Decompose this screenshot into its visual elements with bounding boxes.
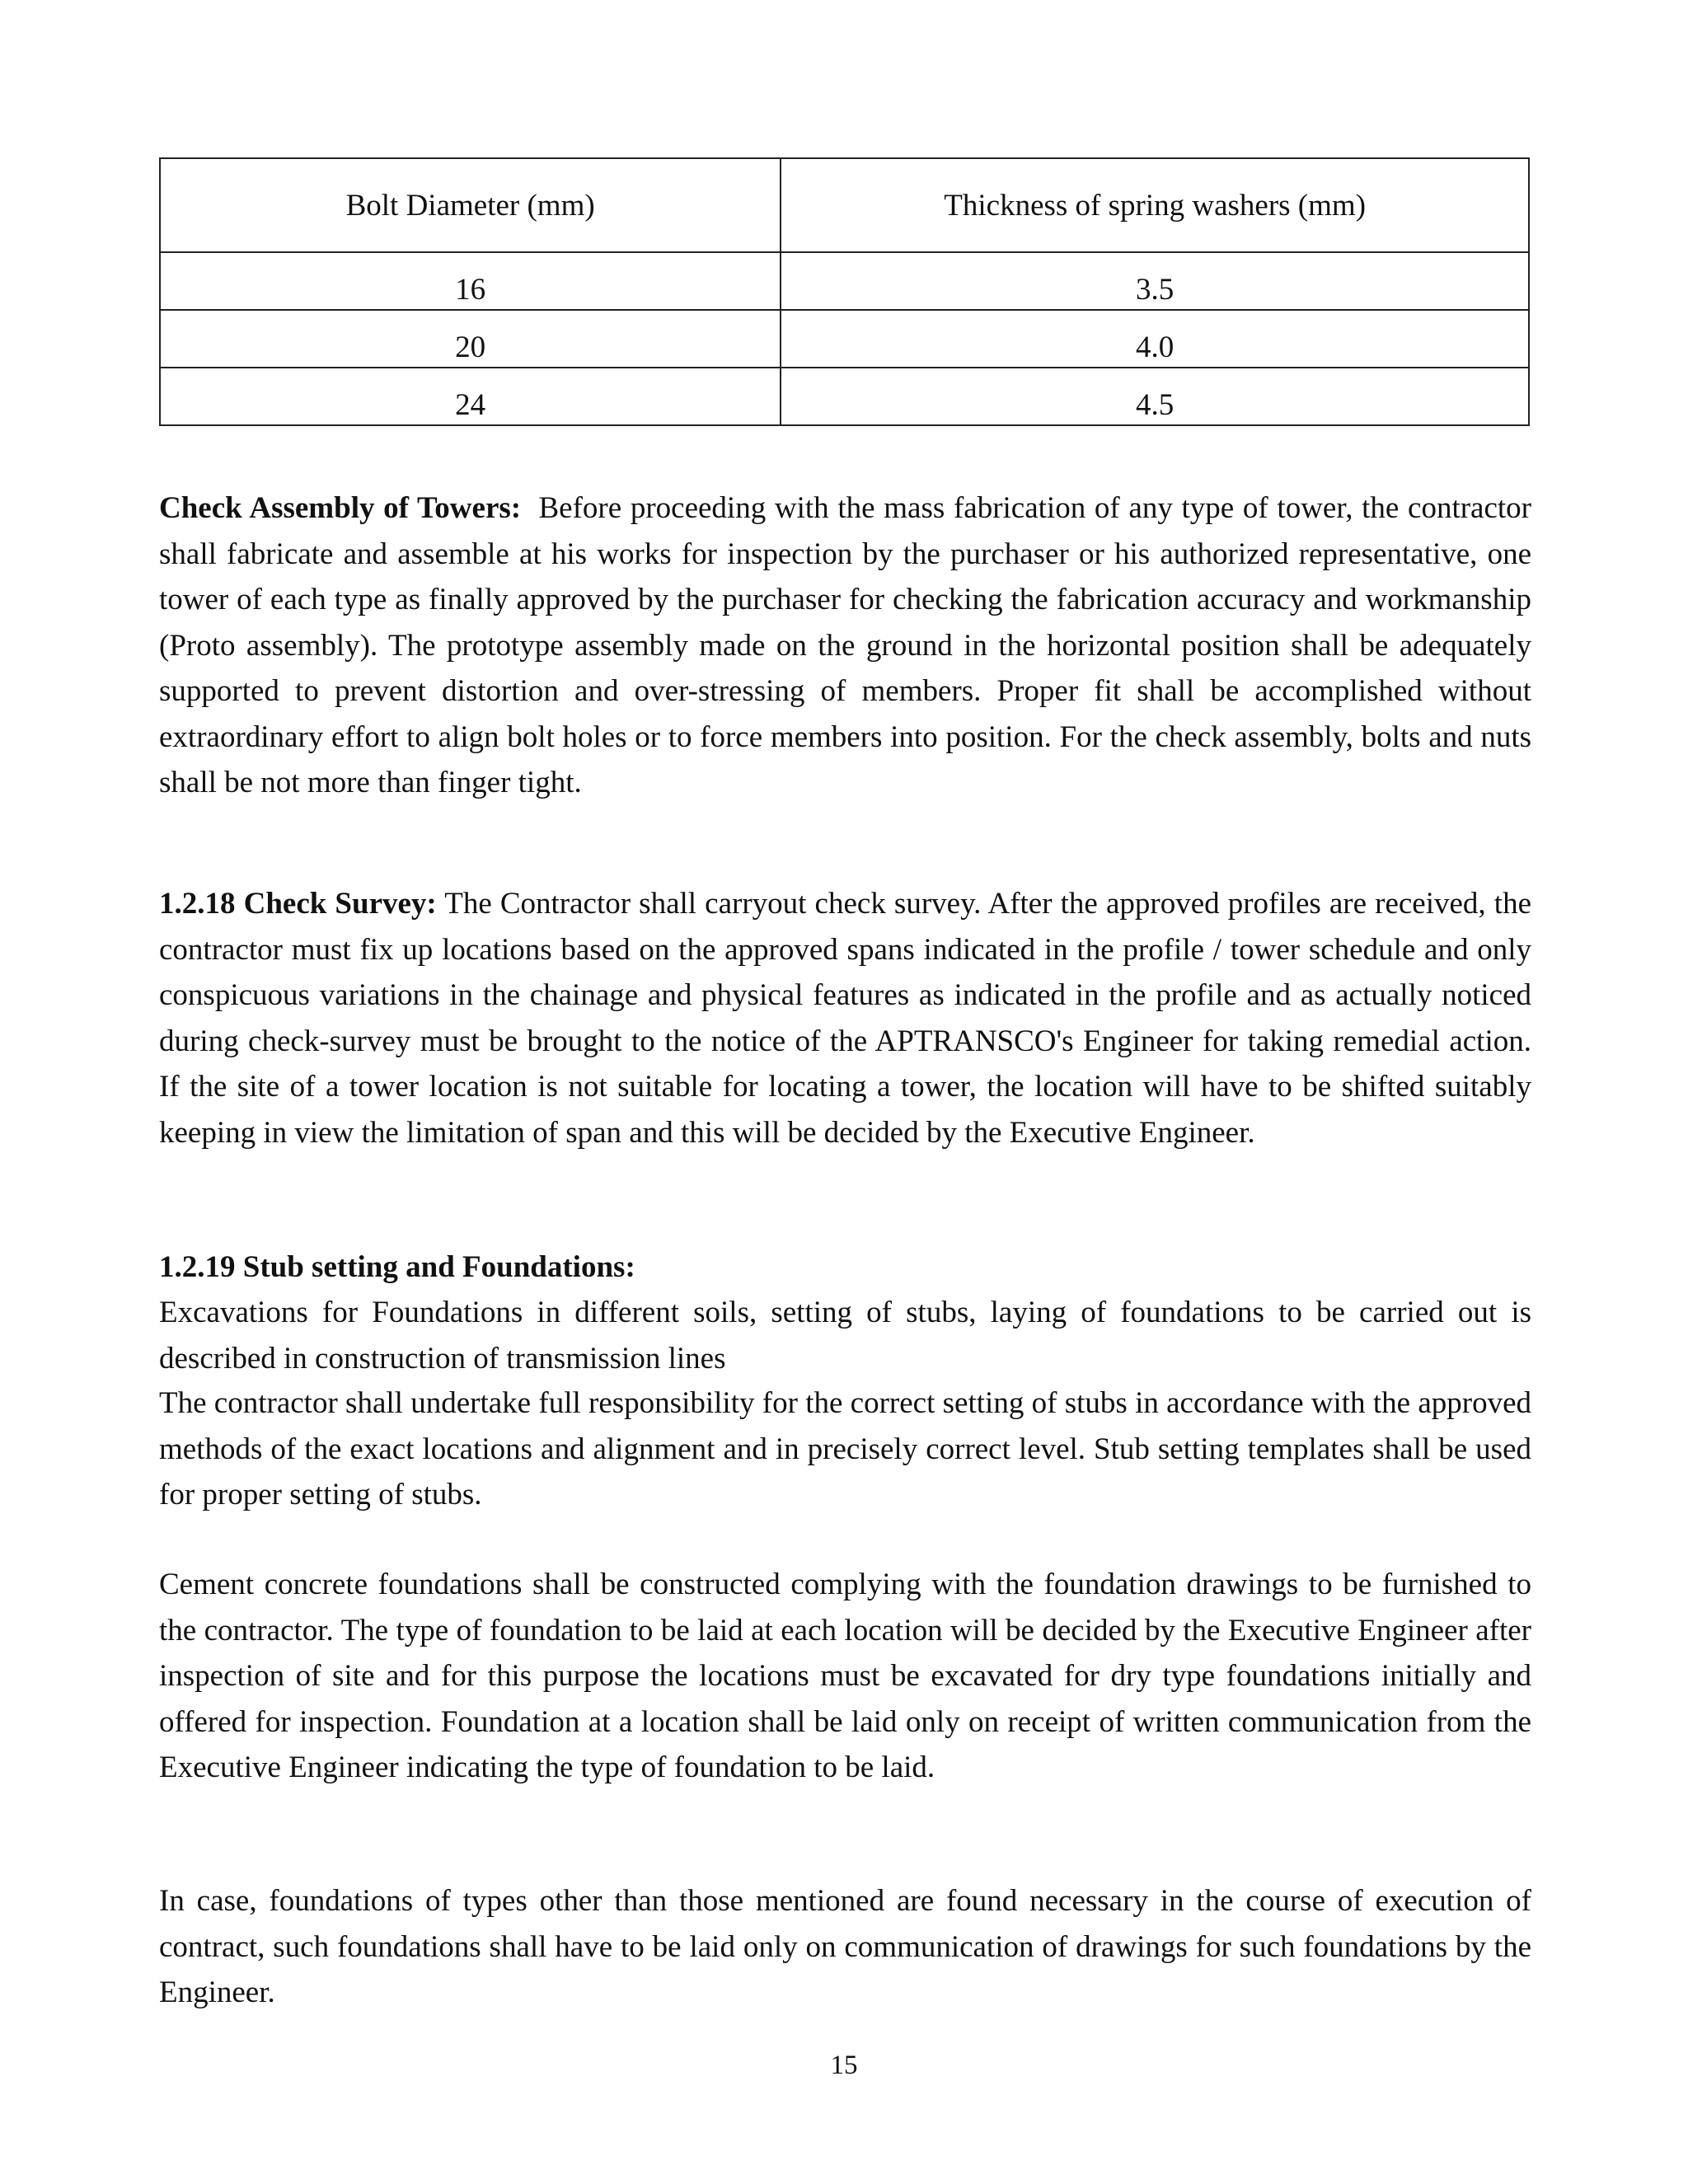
table-row: [160, 252, 1529, 310]
check-survey-paragraph: [159, 881, 1531, 1155]
bolt-diameter-cell: 16: [160, 252, 781, 310]
page-number: 15: [830, 2050, 858, 2080]
spring-washer-table: [159, 157, 1530, 426]
foundation-paragraph: Cement concrete foundations shall be constructed complying with the foundation drawings to be furnished to the contractor. The type of foundation to be laid at each location will be decided by the Executive Engineer after inspection of site and for this purpose the locations must be excavated for dry type foundations initially and offered for inspection. Foundation at a location shall be laid only on receipt of written communication from the Executive Engineer indicating the type of foundation to be laid.: [159, 1568, 1531, 1784]
check-assembly-heading: Check Assembly of Towers:: [159, 491, 522, 525]
bolt-diameter-cell: 20: [160, 310, 781, 368]
table-header-row: [160, 158, 1529, 252]
table-row: [160, 368, 1529, 425]
check-survey-heading: 1.2.18 Check Survey:: [159, 887, 437, 921]
column-header-washer-thickness: Thickness of spring washers (mm): [781, 158, 1529, 252]
check-assembly-paragraph: [159, 485, 1531, 806]
check-survey-text: The Contractor shall carryout check survey. After the approved profiles are received, the contractor must fix up locations based on the approved spans indicated in the profile / tower schedule and only conspicuous variations in the chainage and physical features as indicated in the profile and as actually noticed during check-survey must be brought to the notice of the APTRANSCO's Engineer for taking remedial action. If the site of a tower location is not suitable for locating a tower, the location will have to be shifted suitably keeping in view the limitation of span and this will be decided by the Executive Engineer.: [159, 887, 1531, 1150]
washer-thickness-cell: 4.0: [781, 310, 1529, 368]
stub-setting-heading: 1.2.19 Stub setting and Foundations:: [159, 1250, 635, 1284]
washer-thickness-cell: 4.5: [781, 368, 1529, 425]
column-header-bolt-diameter: Bolt Diameter (mm): [160, 158, 781, 252]
check-assembly-text: Before proceeding with the mass fabrication of any type of tower, the contractor shall fabricate and assemble at his works for inspection by the purchaser or his authorized representative, one tower of each type as finally approved by the purchaser for checking the fabrication accuracy and workmanship (Proto assembly). The prototype assembly made on the ground in the horizontal position shall be adequately supported to prevent distortion and over-stressing of members. Proper fit shall be accomplished without extraordinary effort to align bolt holes or to force members into position. For the check assembly, bolts and nuts shall be not more than finger tight.: [159, 491, 1531, 799]
bolt-diameter-cell: 24: [160, 368, 781, 425]
other-foundations-paragraph: In case, foundations of types other than those mentioned are found necessary in the course of execution of contract, such foundations shall have to be laid only on communication of drawings for such foundations by the Engineer.: [159, 1884, 1531, 2009]
washer-thickness-cell: 3.5: [781, 252, 1529, 310]
stub-setting-paragraph-1: Excavations for Foundations in different soils, setting of stubs, laying of foundations to be carried out is described in construction of transmission lines: [159, 1296, 1531, 1376]
stub-setting-paragraph-2: The contractor shall undertake full responsibility for the correct setting of stubs in accordance with the approved methods of the exact locations and alignment and in precisely correct level. Stub setting templates shall be used for proper setting of stubs.: [159, 1386, 1531, 1511]
table-row: [160, 310, 1529, 368]
